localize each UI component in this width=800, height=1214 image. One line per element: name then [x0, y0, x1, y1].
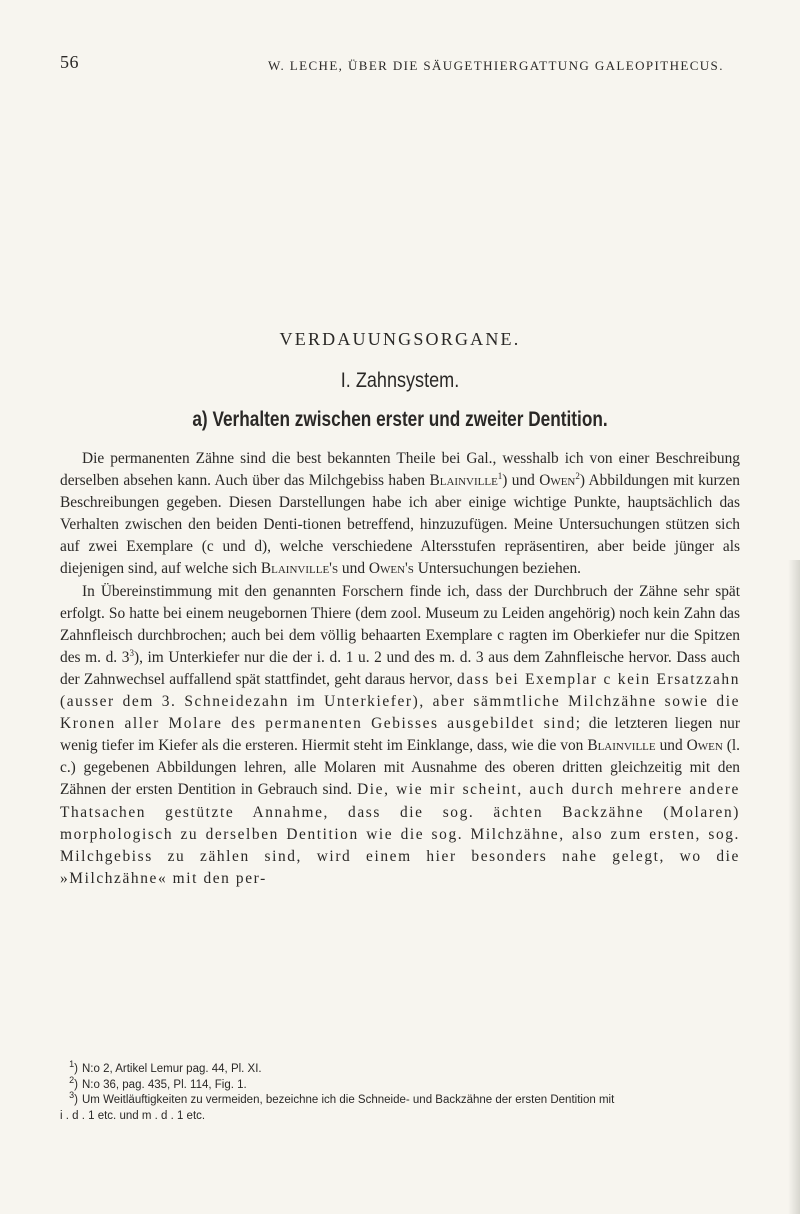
footnote-text: N:o 36, pag. 435, Pl. 114, Fig. 1. [82, 1078, 247, 1091]
footnote-marker: 1 [497, 470, 503, 481]
footnote: $^3$) Um Weitläuftigkeiten zu vermeiden, bezeichne ich die Schneide- und Backzähne der ersten Dentition mit [69, 1090, 615, 1106]
footnote-continuation: i . d . 1 etc. und m . d . 1 etc. [60, 1109, 206, 1122]
text-run: ) Abbildungen mit kurzen Beschreibungen gegeben. Diesen Darstellungen habe ich aber einige wichtige Punkte, hauptsächlich das Verhalten zwischen den beiden Denti-tionen betreffend, hinzuzufügen. Meine Untersuchungen stützen sich auf zwei Exemplare (c und d), welche verschiedene Altersstufen repräsentiren, aber beide jünger als diejenigen sind, auf welche sich [60, 472, 740, 578]
footnote-marker: 2 [575, 470, 580, 481]
text-run: Untersuchungen beziehen. [413, 560, 582, 578]
footnotes [60, 1059, 740, 1124]
footnote: $^2$) N:o 36, pag. 435, Pl. 114, Fig. 1. [69, 1074, 247, 1091]
paragraph-1 [60, 448, 740, 581]
section-title: I. Zahnsystem. [340, 369, 460, 392]
author-name: Owen [539, 472, 576, 490]
text-run: ) und [502, 472, 540, 490]
spaced-emphasis: Die, wie mir scheint, auch durch mehrere andere Thatsachen gestützte Annahme, dass die sog. ächten Backzähne (Molaren) morphologisch zu derselben Dentition wie die sog. Milchzähne, also zum ersten, sog. Milchgebiss zu zählen sind, wird einem hier besonders nahe gelegt, wo die »Milchzähne« mit den per- [60, 781, 740, 887]
page-edge-shadow [788, 560, 800, 1214]
text-run: und [655, 737, 687, 755]
footnote-marker: 3 [129, 647, 134, 658]
author-name: Blainville [429, 472, 498, 490]
footnote-text: Um Weitläuftigkeiten zu vermeiden, bezeichne ich die Schneide- und Backzähne der ersten Dentition mit [82, 1094, 615, 1106]
text-run: In Übereinstimmung mit den genannten Forschern finde ich, dass der Durchbruch der Zähne sehr spät erfolgt. So hatte bei einem neugebornen Thiere (dem zool. Museum zu Leiden angehörig) noch kein Zahn das Zahnfleisch durchbrochen; auch bei dem völlig behaarten Exemplare c ragten im Oberkiefer nur die Spitzen des m. d. 3 [60, 582, 740, 666]
text-run: die letzteren liegen nur wenig tiefer im Kiefer als die ersteren. Hiermit steht im Einklange, dass, wie die von [60, 715, 740, 755]
page-number: 56 [60, 52, 79, 72]
text-run: und [338, 560, 369, 578]
author-name: Blainville's [260, 560, 339, 578]
running-head: W. LECHE, ÜBER DIE SÄUGETHIERGATTUNG GALEOPITHECUS. [268, 58, 724, 73]
spaced-emphasis: dass bei Exemplar c kein Ersatzzahn (ausser dem 3. Schneidezahn im Unterkiefer), aber sämmtliche Milchzähne sowie die Kronen aller Molare des permanenten Gebisses ausgebildet sind; [60, 670, 740, 733]
author-name: Owen's [368, 560, 414, 578]
text-run: (l. c.) gegebenen Abbildungen lehren, alle Molaren mit Ausnahme des oberen dritten gleichzeitig mit den Zähnen der ersten Dentition in Gebrauch sind. [60, 737, 741, 799]
footnote-number: 3 [69, 1090, 75, 1101]
paragraph-2 [60, 581, 740, 890]
author-name: Blainville [587, 737, 656, 755]
subsection-title: a) Verhalten zwischen erster und zweiter Dentition. [192, 408, 608, 431]
footnote-text: N:o 2, Artikel Lemur pag. 44, Pl. XI. [82, 1063, 262, 1075]
footnote: $^1$) N:o 2, Artikel Lemur pag. 44, Pl. XI. [69, 1059, 262, 1075]
body-text [60, 448, 740, 890]
footnote-number: 1 [69, 1059, 75, 1070]
text-run: ), im Unterkiefer nur die der i. d. 1 u. 2 und des m. d. 3 aus dem Zahnfleische hervor. Dass auch der Zahnwechsel auffallend spät stattfindet, geht daraus hervor, [60, 648, 740, 688]
chapter-title: VERDAUUNGSORGANE. [279, 329, 521, 349]
text-run: Die permanenten Zähne sind die best bekannten Theile bei Gal., wesshalb ich von einer Beschreibung derselben absehen kann. Auch über das Milchgebiss haben [60, 450, 740, 490]
footnote-number: 2 [69, 1074, 75, 1085]
author-name: Owen [686, 737, 723, 755]
